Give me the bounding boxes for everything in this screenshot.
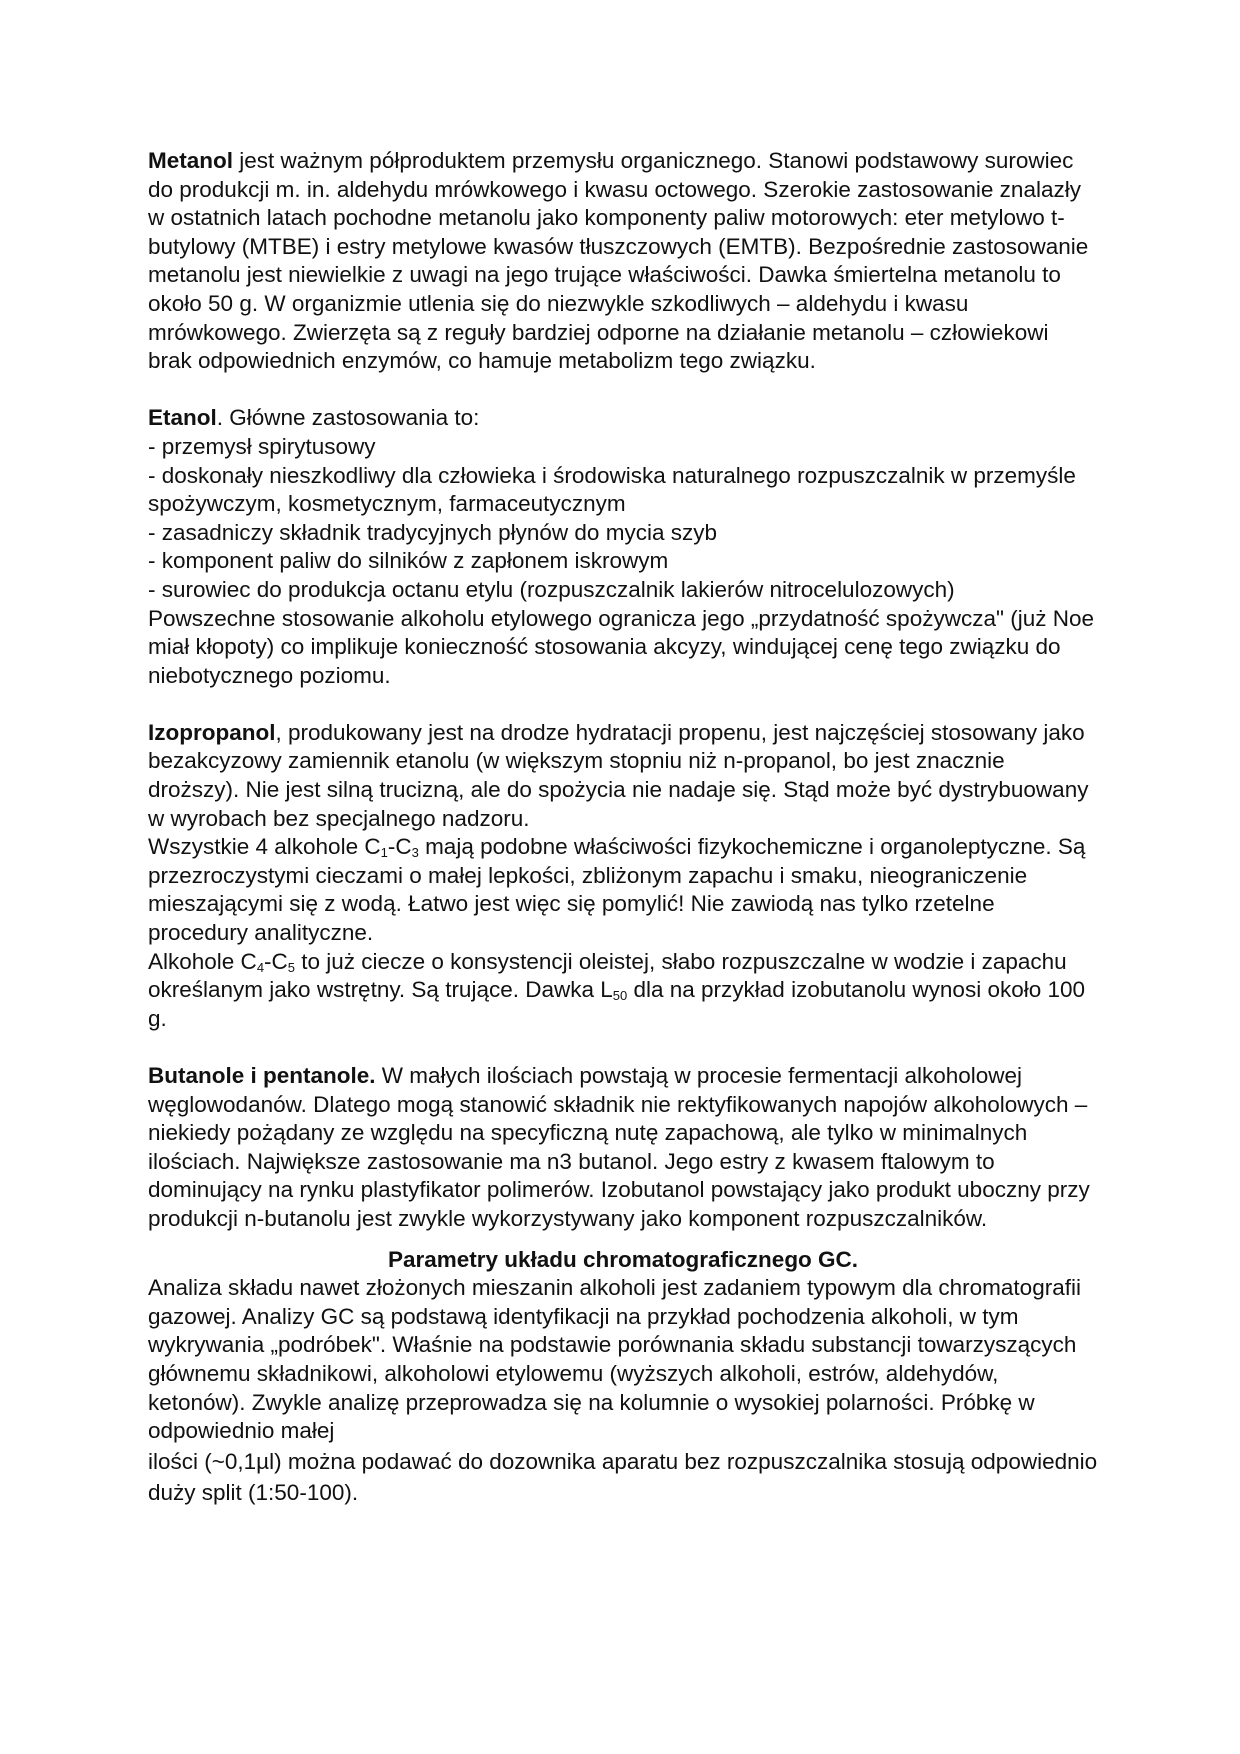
list-item: - zasadniczy składnik tradycyjnych płynów do mycia szyb [148,519,717,545]
subscript: 5 [287,959,296,975]
text-run: mają podobne właściwości fizykochemiczne i organoleptyczne. Są przezroczystymi cieczami o małej lepkości, zbliżonym zapachu i smaku, nieograniczenie mieszającymi się z wodą. Łatwo jest więc się pomylić! Nie zawiodą nas tylko rzetelne procedury analityczne. [148,834,1086,946]
paragraph-gap [148,1033,1098,1062]
subscript: 50 [612,988,628,1004]
paragraph-gc-end: ilości (~0,1µl) można podawać do dozownika aparatu bez rozpuszczalnika stosują odpowiednio duży split (1:50-100). [148,1448,1098,1505]
paragraph-gc: Analiza składu nawet złożonych mieszanin alkoholi jest zadaniem typowym dla chromatografii gazowej. Analizy GC są podstawą identyfikacji na przykład pochodzenia alkoholi, w tym wykrywania „podróbek". Właśnie na podstawie porównania składu substancji towarzyszących głównemu składnikowi, alkoholowi etylowemu (wyższych alkoholi, estrów, aldehydów, ketonów). Zwykle analizę przeprowadza się na kolumnie o wysokiej polarności. Próbkę w odpowiednio małej [148,1275,1081,1444]
term-metanol: Metanol [148,148,234,173]
text-run: to już ciecze o konsystencji oleistej, słabo rozpuszczalne w wodzie i zapachu określanym jako wstrętny. Są trujące. Dawka L [148,948,1067,1003]
etanol-closing: Powszechne stosowanie alkoholu etylowego ogranicza jego „przydatność spożywcza" (już Noe miał kłopoty) co implikuje konieczność stosowania akcyzy, windującej cenę tego związku do niebotycznego poziomu. [148,605,1094,688]
text-run: Wszystkie 4 alkohole C [148,834,381,860]
subscript: 4 [256,959,265,975]
list-item: - przemysł spirytusowy [148,433,376,459]
paragraph-gap [148,690,1098,719]
paragraph-izopropanol [148,719,1098,833]
list-item: - doskonały nieszkodliwy dla człowieka i środowiska naturalnego rozpuszczalnik w przemyśle spożywczym, kosmetycznym, farmaceutycznym [148,462,1076,517]
metanol-text: jest ważnym półproduktem przemysłu organicznego. Stanowi podstawowy surowiec do produkcji m. in. aldehydu mrówkowego i kwasu octowego. Szerokie zastosowanie znalazły w ostatnich latach pochodne metanolu jako komponenty paliw motorowych: eter metylowo t-butylowy (MTBE) i estry metylowe kwasów tłuszczowych (EMTB). Bezpośrednie zastosowanie metanolu jest niewielkie z uwagi na jego trujące właściwości. Dawka śmiertelna metanolu to około 50 g. W organizmie utlenia się do niezwykle szkodliwych – aldehydu i kwasu mrówkowego. Zwierzęta są z reguły bardziej odporne na działanie metanolu – człowiekowi brak odpowiednich enzymów, co hamuje metabolizm tego związku. [148,148,1089,374]
document-body [148,147,1098,1508]
heading-text: Parametry układu chromatograficznego GC. [387,1246,859,1272]
butanole-text: W małych ilościach powstają w procesie fermentacji alkoholowej węglowodanów. Dlatego mogą stanowić składnik nie rektyfikowanych napojów alkoholowych – niekiedy pożądany ze względu na specyficzną nutę zapachową, ale tylko w minimalnych ilościach. Największe zastosowanie ma n3 butanol. Jego estry z kwasem ftalowym to dominujący na rynku plastyfikator polimerów. Izobutanol powstający jako produkt uboczny przy produkcji n-butanolu jest zwykle wykorzystywany jako komponent rozpuszczalników. [148,1063,1090,1231]
subscript: 1 [380,845,388,861]
paragraph-gap [148,376,1098,405]
paragraph-butanole [148,1062,1098,1234]
izopropanol-text: , produkowany jest na drodze hydratacji propenu, jest najczęściej stosowany jako bezakcyzowy zamiennik etanolu (w większym stopniu niż n-propanol, bo jest znacznie droższy). Nie jest silną trucizną, ale do spożycia nie nadaje się. Stąd może być dystrybuowany w wyrobach bez specjalnego nadzoru. [148,719,1089,831]
paragraph-alkohole-c1-c3 [148,833,1098,947]
paragraph-etanol [148,404,1098,433]
paragraph-metanol [148,147,1098,376]
etanol-intro: . Główne zastosowania to: [216,405,480,431]
section-heading-gc [148,1246,1098,1275]
list-item: - komponent paliw do silników z zapłonem iskrowym [148,548,669,574]
text-run: -C [387,834,412,860]
subscript: 3 [411,845,419,861]
list-item: - surowiec do produkcja octanu etylu (rozpuszczalnik lakierów nitrocelulozowych) [148,576,955,602]
paragraph-alkohole-c4-c5 [148,948,1098,1034]
text-run: dla na przykład izobutanolu wynosi około 100 g. [148,977,1086,1031]
text-run: Alkohole C [148,948,257,974]
term-etanol: Etanol [148,405,217,431]
paragraph-gap [148,1234,1098,1246]
text-run: -C [264,948,288,974]
term-izopropanol: Izopropanol [148,719,276,745]
term-butanole: Butanole i pentanole. [148,1063,376,1088]
